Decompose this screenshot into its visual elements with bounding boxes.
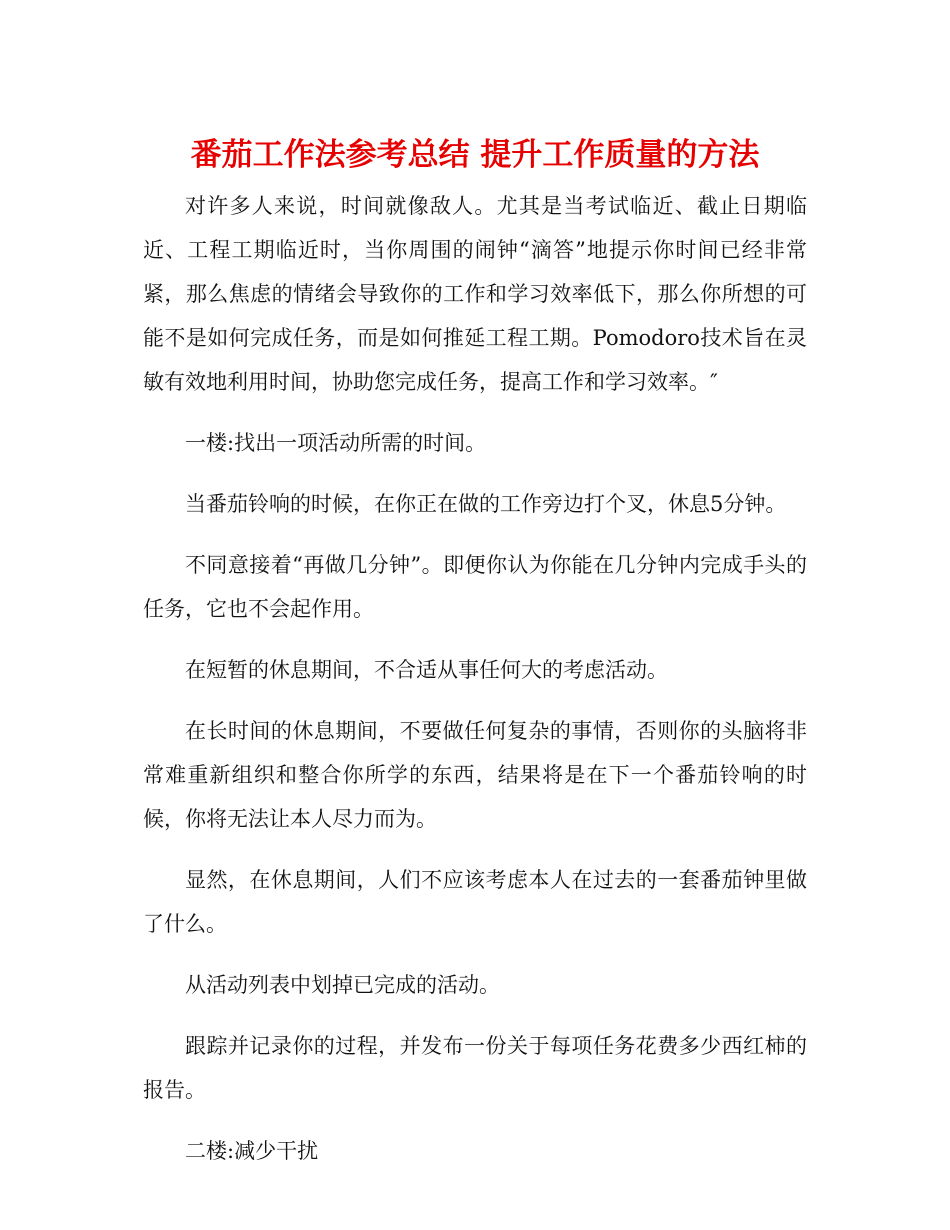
paragraph-step-two: 二楼:减少干扰 (185, 1139, 319, 1163)
paragraph: 不同意接着“再做几分钟”。即便你认为你能在几分钟内完成手头的任务，它也不会起作用。 (143, 553, 807, 621)
paragraph: 从活动列表中划掉已完成的活动。 (185, 973, 500, 997)
paragraph: 在长时间的休息期间，不要做任何复杂的事情，否则你的头脑将非常难重新组织和整合你所学的东西，结果将是在下一个番茄铃响的时候，你将无法让本人尽力而为。 (143, 719, 807, 831)
paragraph: 当番茄铃响的时候，在你正在做的工作旁边打个叉，休息5分钟。 (185, 492, 787, 516)
document-body (143, 184, 807, 1190)
paragraph-intro: 对许多人来说，时间就像敌人。尤其是当考试临近、截止日期临近、工程工期临近时，当你周围的闹钟“滴答”地提示你时间已经非常紧，那么焦虑的情绪会导致你的工作和学习效率低下，那么你所想的可能不是如何完成任务，而是如何推延工程工期。Pomodoro技术旨在灵敏有效地利用时间，协助您完成任务，提高工作和学习效率。″ (143, 194, 807, 394)
paragraph: 在短暂的休息期间，不合适从事任何大的考虑活动。 (185, 658, 668, 682)
paragraph: 显然，在休息期间，人们不应该考虑本人在过去的一套番茄钟里做了什么。 (143, 868, 807, 936)
document-title: 番茄工作法参考总结 提升工作质量的方法 (190, 137, 760, 173)
paragraph: 跟踪并记录你的过程，并发布一份关于每项任务花费多少西红柿的报告。 (143, 1034, 807, 1102)
paragraph-step-one: 一楼:找出一项活动所需的时间。 (185, 431, 487, 455)
